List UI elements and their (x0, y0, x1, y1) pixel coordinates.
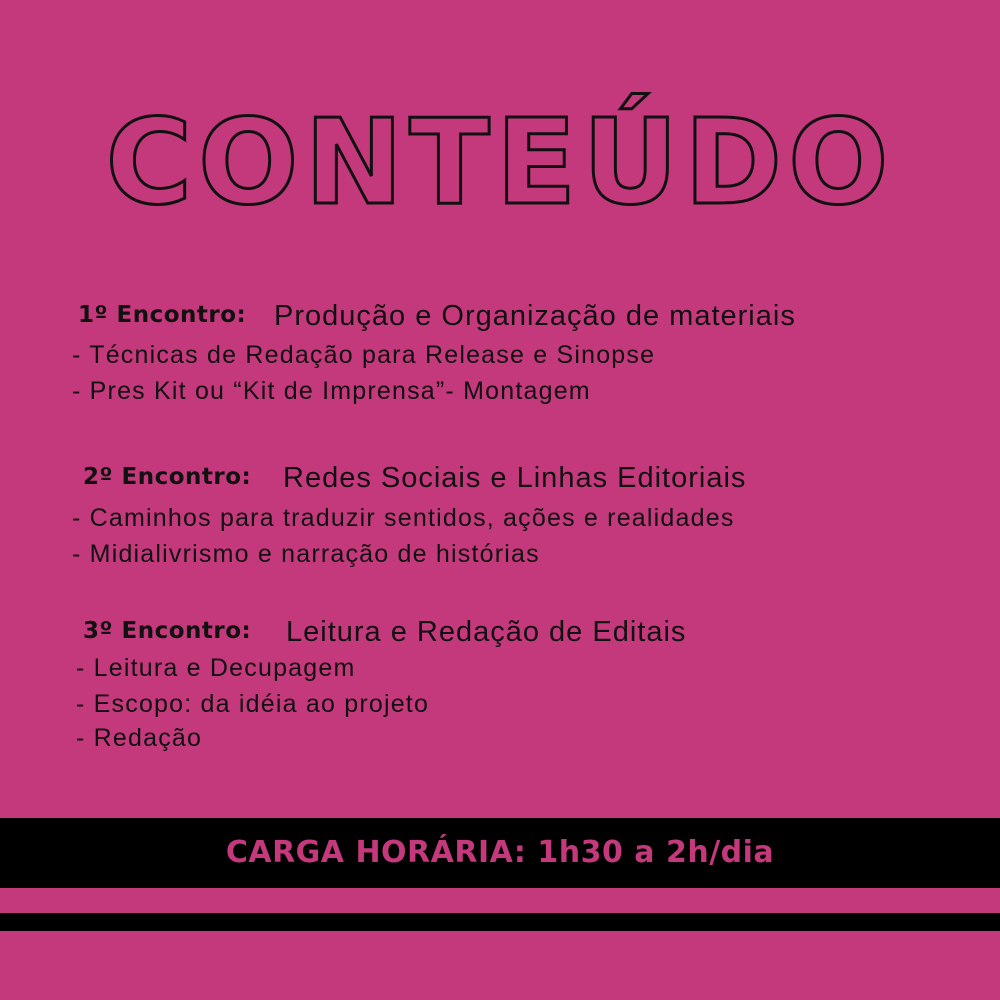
encontro-2-item-2: - Midialivrismo e narração de histórias (72, 540, 540, 568)
encontro-1-item-1: - Técnicas de Redação para Release e Sinopse (72, 341, 656, 369)
encontro-1-label: 1º Encontro: (78, 302, 247, 328)
encontro-3-item-1: - Leitura e Decupagem (76, 654, 356, 682)
encontro-3-label: 3º Encontro: (83, 618, 252, 644)
encontro-3-item-3: - Redação (76, 724, 203, 752)
encontro-2-topic: Redes Sociais e Linhas Editoriais (283, 462, 747, 494)
encontro-3-topic: Leitura e Redação de Editais (286, 616, 687, 648)
encontro-1-item-2: - Pres Kit ou “Kit de Imprensa”- Montagem (72, 377, 591, 405)
workload-text: CARGA HORÁRIA: 1h30 a 2h/dia (225, 835, 775, 870)
encontro-2-label: 2º Encontro: (83, 464, 252, 490)
encontro-3-item-2: - Escopo: da idéia ao projeto (76, 690, 430, 718)
decorative-stripe (0, 913, 1000, 931)
encontro-2-item-1: - Caminhos para traduzir sentidos, ações e realidades (72, 504, 735, 532)
encontro-1-topic: Produção e Organização de materiais (274, 300, 796, 332)
page-title: CONTEÚDO (105, 93, 895, 231)
